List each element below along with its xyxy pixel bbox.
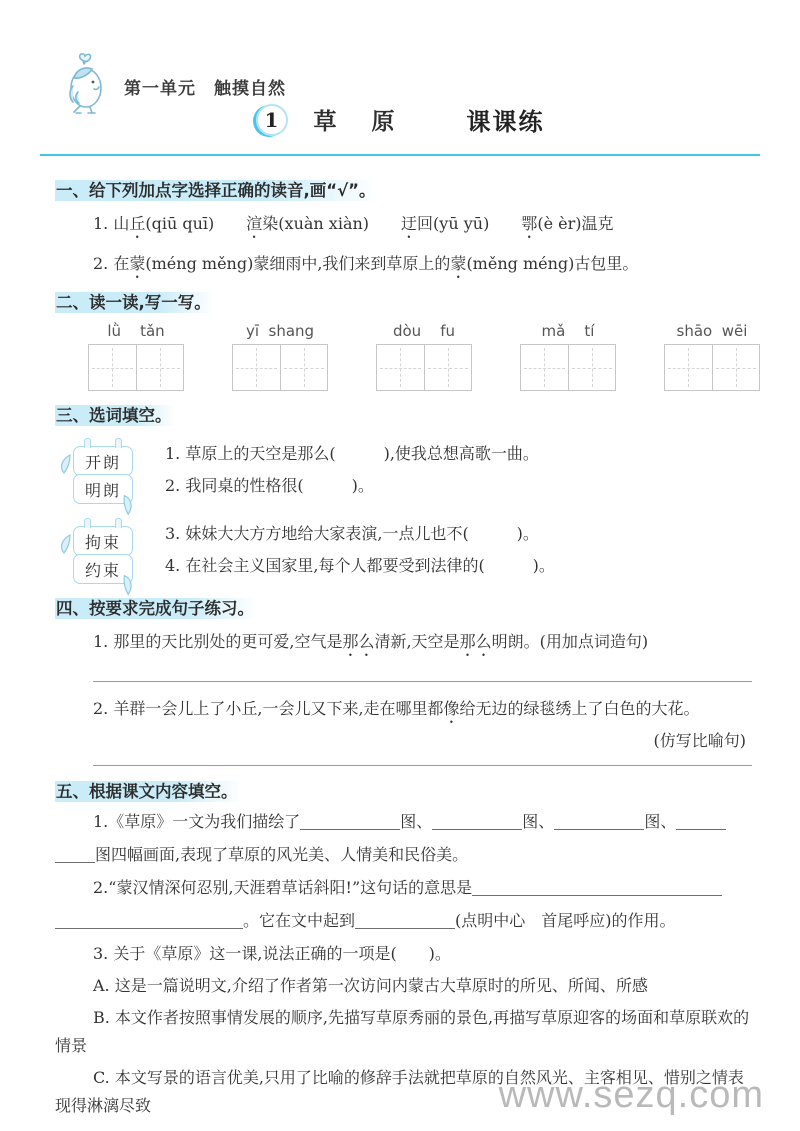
writing-group (664, 322, 760, 391)
leaf-icon (116, 491, 139, 517)
writing-grid-row (88, 322, 760, 391)
unit-label: 第一单元 触摸自然 (124, 79, 286, 99)
section-five (55, 781, 752, 1120)
option-b: B. 本文作者按照事情发展的顺序,先描写草原秀丽的景色,再描写草原迎客的场面和草原联欢的情景 (55, 1008, 750, 1055)
section-one-heading: 一、给下列加点字选择正确的读音,画“√”。 (55, 180, 752, 202)
writing-grid (88, 344, 184, 391)
section-one-item-2: 2. 在蒙(méng měng)蒙细雨中,我们来到草原上的蒙(měng méng)古包里。 (93, 254, 639, 273)
pinyin-label: shāo wēi (676, 322, 748, 340)
section-three (55, 405, 752, 584)
lesson-title: 草 原 (313, 108, 401, 135)
word-signs (73, 517, 165, 584)
word-sign-yueshu: 约束 (73, 554, 133, 584)
section-three-item-4: 4. 在社会主义国家里,每个人都要受到法律的( )。 (165, 556, 555, 575)
word-sign-kailang: 开朗 (73, 446, 133, 476)
section-five-heading: 五、根据课文内容填空。 (55, 781, 752, 803)
writing-group (376, 322, 472, 391)
word-pair-items (165, 517, 752, 583)
writing-group (88, 322, 184, 391)
pinyin-label: mǎ tí (541, 322, 595, 340)
option-c: C. 本文写景的语言优美,只用了比喻的修辞手法就把草原的自然风光、主客相见、惜别之情表现得淋漓尽致 (55, 1068, 744, 1115)
answer-line (93, 681, 752, 682)
writing-group (232, 322, 328, 391)
section-three-heading: 三、选词填空。 (55, 405, 752, 427)
section-four-item-1: 1. 那里的天比别处的更可爱,空气是那么清新,天空是那么明朗。(用加点词造句) (93, 632, 649, 651)
header-divider (40, 154, 760, 156)
section-one-item-1: 1. 山丘(qiū quī) 渲染(xuàn xiàn) 迂回(yū yū) 鄂(è èr)温克 (93, 214, 614, 233)
word-sign-jushu: 拘束 (73, 526, 133, 556)
writing-grid (376, 344, 472, 391)
leaf-icon (58, 533, 72, 555)
section-four (55, 598, 752, 766)
section-three-item-2: 2. 我同桌的性格很( )。 (165, 476, 374, 495)
watermark: www.sezq.com (498, 1074, 764, 1116)
lesson-number-badge: 1 (256, 104, 288, 136)
section-five-item-2-line-1: 2.“蒙汉情深何忍别,天涯碧草话斜阳!”这句话的意思是 (55, 873, 752, 902)
word-signs (73, 437, 165, 504)
section-three-item-3: 3. 妹妹大大方方地给大家表演,一点儿也不( )。 (165, 524, 539, 543)
option-a: A. 这是一篇说明文,介绍了作者第一次访问内蒙古大草原时的所见、所闻、所感 (93, 976, 648, 995)
section-five-item-1-line-2: 图四幅画面,表现了草原的风光美、人情美和民俗美。 (55, 840, 752, 869)
word-pair-items (165, 437, 752, 503)
writing-grid (232, 344, 328, 391)
leaf-icon (116, 571, 139, 597)
section-two (55, 292, 752, 391)
writing-grid (664, 344, 760, 391)
section-one (55, 180, 752, 282)
word-pair-group-2 (55, 517, 752, 584)
writing-group (520, 322, 616, 391)
section-four-heading: 四、按要求完成句子练习。 (55, 598, 752, 620)
word-pair-group-1 (55, 437, 752, 504)
section-two-heading: 二、读一读,写一写。 (55, 292, 752, 314)
answer-line (93, 765, 752, 766)
section-four-item-2: 2. 羊群一会儿上了小丘,一会儿又下来,走在哪里都像给无边的绿毯绣上了白色的大花。 (93, 699, 700, 718)
pinyin-label: yī shang (245, 322, 315, 340)
item-2-note: (仿写比喻句) (653, 731, 746, 750)
section-five-item-1-line-1: 1.《草原》一文为我们描绘了 图、 图、 图、 (55, 807, 752, 836)
pinyin-label: lǜ tǎn (107, 322, 165, 340)
writing-grid (520, 344, 616, 391)
section-three-item-1: 1. 草原上的天空是那么( ),使我总想高歌一曲。 (165, 444, 539, 463)
pinyin-label: dòu fu (392, 322, 456, 340)
lesson-title-row (0, 102, 800, 137)
leaf-icon (58, 453, 72, 475)
section-five-item-3: 3. 关于《草原》这一课,说法正确的一项是( )。 (93, 944, 451, 963)
word-sign-minglang: 明朗 (73, 474, 133, 504)
section-five-item-2-line-2: 。它在文中起到 (点明中心 首尾呼应)的作用。 (55, 906, 752, 935)
series-label: 课课练 (466, 108, 545, 136)
